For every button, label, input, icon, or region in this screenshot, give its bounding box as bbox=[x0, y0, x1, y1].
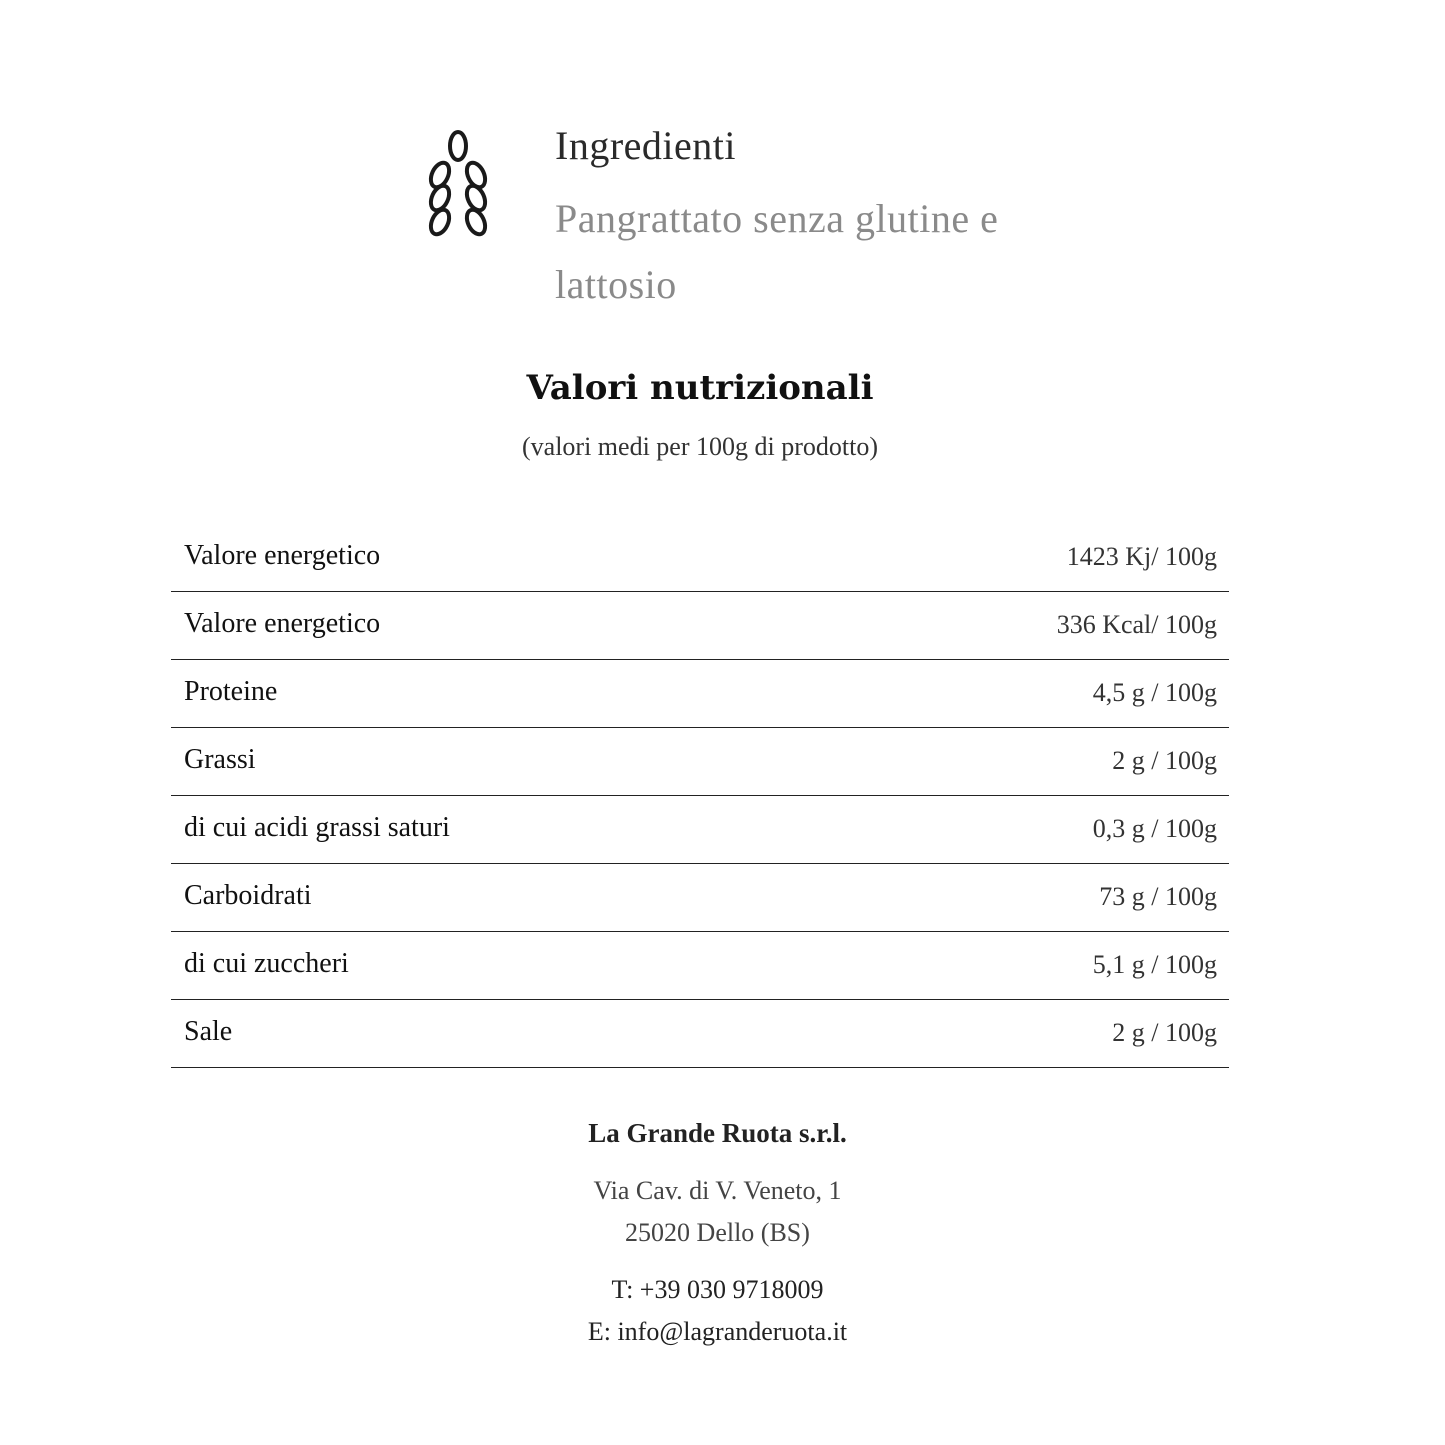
nutrient-label: di cui zuccheri bbox=[184, 948, 349, 979]
nutrition-table bbox=[171, 524, 1229, 1068]
nutrient-label: Valore energetico bbox=[184, 608, 381, 639]
table-row bbox=[171, 524, 1229, 592]
table-row bbox=[171, 1000, 1229, 1068]
nutrient-value: 0,3 g / 100g bbox=[1092, 814, 1217, 843]
ingredients-title: Ingredienti bbox=[555, 123, 736, 168]
address-line-2: 25020 Dello (BS) bbox=[625, 1218, 810, 1247]
address-line-1: Via Cav. di V. Veneto, 1 bbox=[593, 1176, 842, 1205]
nutrient-value: 4,5 g / 100g bbox=[1092, 678, 1217, 707]
nutrient-label: Proteine bbox=[184, 676, 278, 707]
nutrition-subtitle: (valori medi per 100g di prodotto) bbox=[522, 432, 878, 461]
nutrient-label: Sale bbox=[184, 1016, 233, 1047]
nutrient-value: 336 Kcal/ 100g bbox=[1056, 610, 1217, 639]
nutrient-value: 73 g / 100g bbox=[1099, 882, 1217, 911]
ingredients-section bbox=[420, 118, 1120, 318]
nutrient-value: 5,1 g / 100g bbox=[1092, 950, 1217, 979]
table-row bbox=[171, 592, 1229, 660]
nutrient-value: 1423 Kj/ 100g bbox=[1066, 542, 1217, 571]
nutrient-label: di cui acidi grassi saturi bbox=[184, 812, 450, 843]
table-row bbox=[171, 660, 1229, 728]
nutrient-value: 2 g / 100g bbox=[1112, 1018, 1217, 1047]
table-row bbox=[171, 864, 1229, 932]
phone-number: T: +39 030 9718009 bbox=[611, 1275, 824, 1304]
ingredients-text: Pangrattato senza glutine e lattosio bbox=[555, 196, 999, 307]
nutrient-label: Carboidrati bbox=[184, 880, 312, 911]
nutrition-title: Valori nutrizionali bbox=[526, 368, 874, 408]
wheat-icon bbox=[420, 128, 496, 240]
table-row bbox=[171, 932, 1229, 1000]
nutrient-label: Grassi bbox=[184, 744, 256, 775]
nutrient-label: Valore energetico bbox=[184, 540, 381, 571]
company-name: La Grande Ruota s.r.l. bbox=[588, 1118, 847, 1148]
nutrient-value: 2 g / 100g bbox=[1112, 746, 1217, 775]
table-row bbox=[171, 796, 1229, 864]
email-address: E: info@lagranderuota.it bbox=[587, 1317, 848, 1346]
table-row bbox=[171, 728, 1229, 796]
